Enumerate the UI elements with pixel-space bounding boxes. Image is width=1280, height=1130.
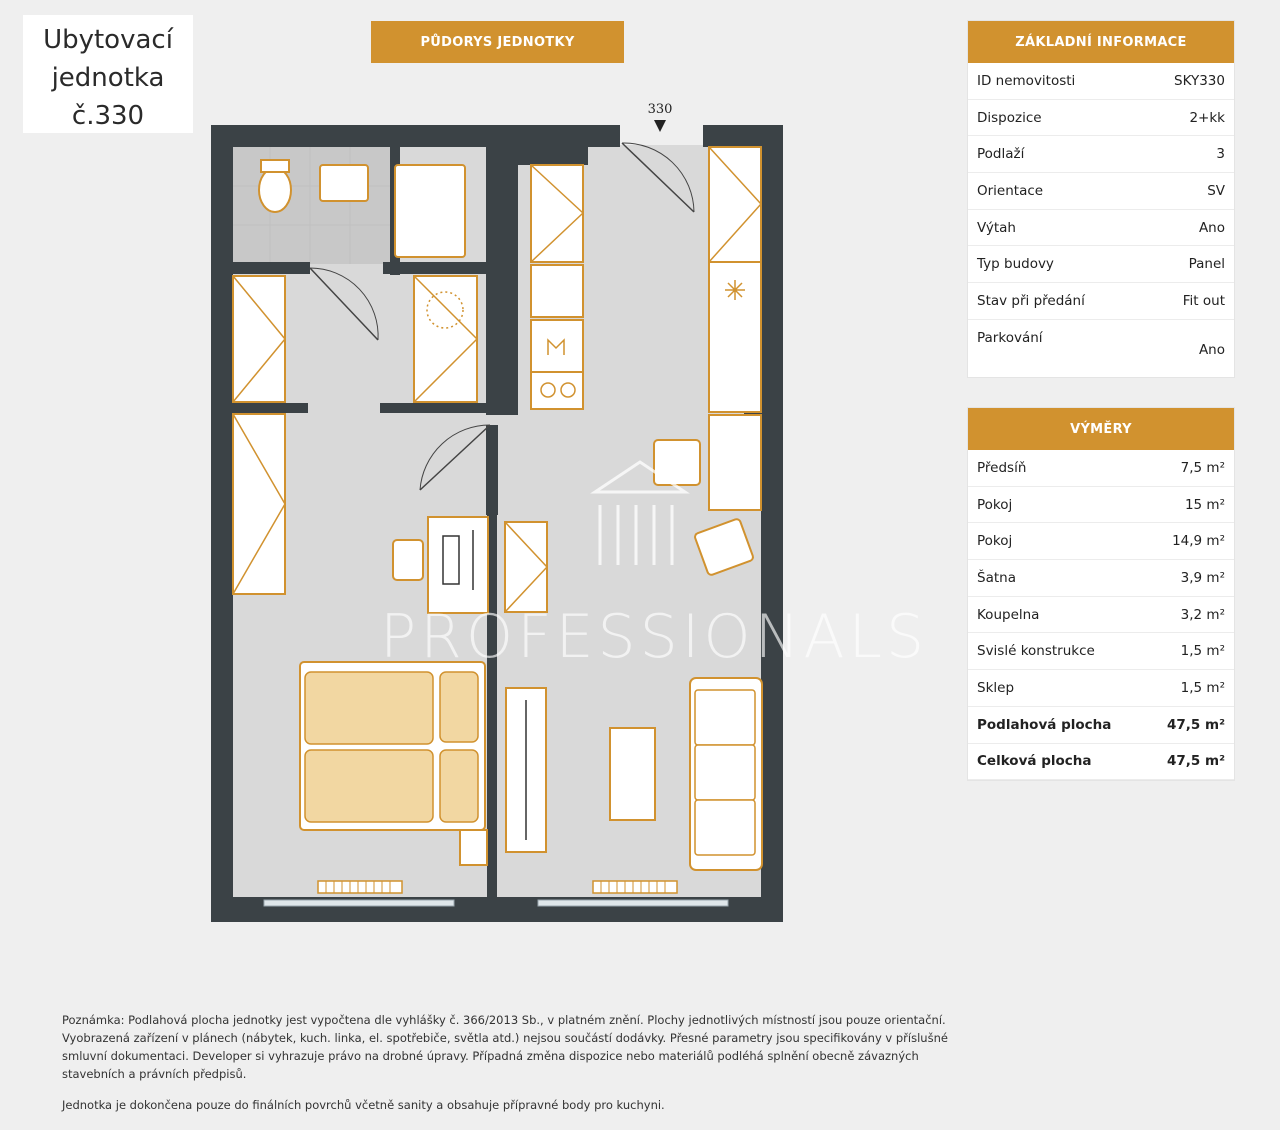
desk bbox=[428, 517, 488, 613]
completion-note: Jednotka je dokončena pouze do finálních povrchů včetně sanity a obsahuje přípravné body pro kuchyni. bbox=[62, 1098, 665, 1112]
area-value: 3,2 m² bbox=[1180, 606, 1225, 623]
area-label: Pokoj bbox=[977, 533, 1013, 550]
cabinet bbox=[505, 522, 547, 612]
disclaimer-note: Poznámka: Podlahová plocha jednotky jest vypočtena dle vyhlášky č. 366/2013 Sb., v platném znění. Plochy jednotlivých místností jsou pouze orientační. Vyobrazená zařízení v plánech (nábytek, kuch. linka, el. spotřebiče, světla atd.) nejsou součástí dodávky. Přesné parametry jsou specifikovány v příslušné smluvní dokumentaci. Developer si vyhrazuje právo na drobné úpravy. Případná změna dispozice nebo materiálů podléhá splnění obecně závazných stavebních a právních předpisů. bbox=[62, 1013, 948, 1081]
area-value: 15 m² bbox=[1184, 496, 1225, 513]
kitchen-sink-icon bbox=[531, 265, 583, 317]
area-label: Sklep bbox=[977, 679, 1015, 696]
area-row bbox=[968, 633, 1234, 670]
area-row bbox=[968, 597, 1234, 634]
info-value: 3 bbox=[1216, 146, 1225, 163]
area-label: Pokoj bbox=[977, 496, 1013, 513]
wardrobe bbox=[233, 276, 285, 402]
info-row bbox=[968, 136, 1234, 173]
total-area-row bbox=[968, 744, 1234, 781]
area-value: 47,5 m² bbox=[1167, 716, 1225, 733]
door-number-label: 330 bbox=[647, 102, 673, 117]
entry-marker-icon bbox=[654, 120, 666, 132]
area-value: 7,5 m² bbox=[1180, 459, 1225, 476]
area-label: Předsíň bbox=[977, 459, 1027, 476]
basic-info-panel bbox=[968, 21, 1234, 377]
kitchen-cabinet bbox=[531, 165, 583, 262]
area-label: Celková plocha bbox=[977, 753, 1092, 770]
info-label: Podlaží bbox=[977, 146, 1025, 163]
area-row bbox=[968, 450, 1234, 487]
info-label: Stav při předání bbox=[977, 292, 1085, 309]
floor-plan-header: PŮDORYS JEDNOTKY bbox=[371, 21, 624, 63]
area-label: Svislé konstrukce bbox=[977, 643, 1095, 660]
info-value: Fit out bbox=[1182, 292, 1225, 309]
basic-info-header: ZÁKLADNÍ INFORMACE bbox=[968, 21, 1234, 63]
areas-header: VÝMĚRY bbox=[968, 408, 1234, 450]
info-row bbox=[968, 210, 1234, 247]
sink-icon bbox=[320, 165, 368, 201]
washer-cabinet bbox=[414, 276, 477, 402]
info-row bbox=[968, 320, 1234, 377]
info-label: Dispozice bbox=[977, 109, 1042, 126]
info-value: Ano bbox=[1198, 341, 1225, 358]
area-row bbox=[968, 523, 1234, 560]
area-value: 14,9 m² bbox=[1172, 533, 1225, 550]
chair-icon bbox=[654, 440, 700, 485]
shower-icon bbox=[395, 165, 465, 257]
info-value: Ano bbox=[1198, 219, 1225, 236]
coffee-table bbox=[610, 728, 655, 820]
info-label: ID nemovitosti bbox=[977, 72, 1076, 89]
areas-panel bbox=[968, 408, 1234, 780]
floor-area-total-row bbox=[968, 707, 1234, 744]
shelf bbox=[709, 415, 761, 510]
info-row bbox=[968, 63, 1234, 100]
info-label: Parkování bbox=[977, 329, 1043, 346]
radiator-icon bbox=[593, 881, 677, 893]
area-label: Podlahová plocha bbox=[977, 716, 1112, 733]
area-label: Šatna bbox=[977, 569, 1016, 586]
area-label: Koupelna bbox=[977, 606, 1040, 623]
area-value: 47,5 m² bbox=[1167, 753, 1225, 770]
watermark-text: PROFESSIONALS bbox=[380, 602, 929, 672]
info-row bbox=[968, 100, 1234, 137]
area-value: 1,5 m² bbox=[1180, 679, 1225, 696]
unit-title-line-2: jednotka bbox=[51, 63, 165, 93]
area-row bbox=[968, 670, 1234, 707]
info-value: SKY330 bbox=[1174, 72, 1225, 89]
info-label: Orientace bbox=[977, 182, 1044, 199]
toilet-icon bbox=[259, 168, 291, 212]
chair-icon bbox=[393, 540, 423, 580]
info-value: 2+kk bbox=[1189, 109, 1225, 126]
info-row bbox=[968, 173, 1234, 210]
info-value: SV bbox=[1207, 182, 1225, 199]
info-value: Panel bbox=[1188, 256, 1225, 273]
info-label: Typ budovy bbox=[977, 256, 1054, 273]
info-row bbox=[968, 246, 1234, 283]
info-label: Výtah bbox=[977, 219, 1016, 236]
unit-title-line-1: Ubytovací bbox=[43, 25, 173, 55]
radiator-icon bbox=[318, 881, 402, 893]
nightstand bbox=[460, 830, 487, 865]
info-row bbox=[968, 283, 1234, 320]
area-value: 1,5 m² bbox=[1180, 643, 1225, 660]
area-value: 3,9 m² bbox=[1180, 569, 1225, 586]
area-row bbox=[968, 560, 1234, 597]
area-row bbox=[968, 487, 1234, 524]
wardrobe bbox=[233, 414, 285, 594]
tall-cabinet bbox=[709, 147, 761, 262]
unit-title-line-3: č.330 bbox=[71, 101, 145, 131]
